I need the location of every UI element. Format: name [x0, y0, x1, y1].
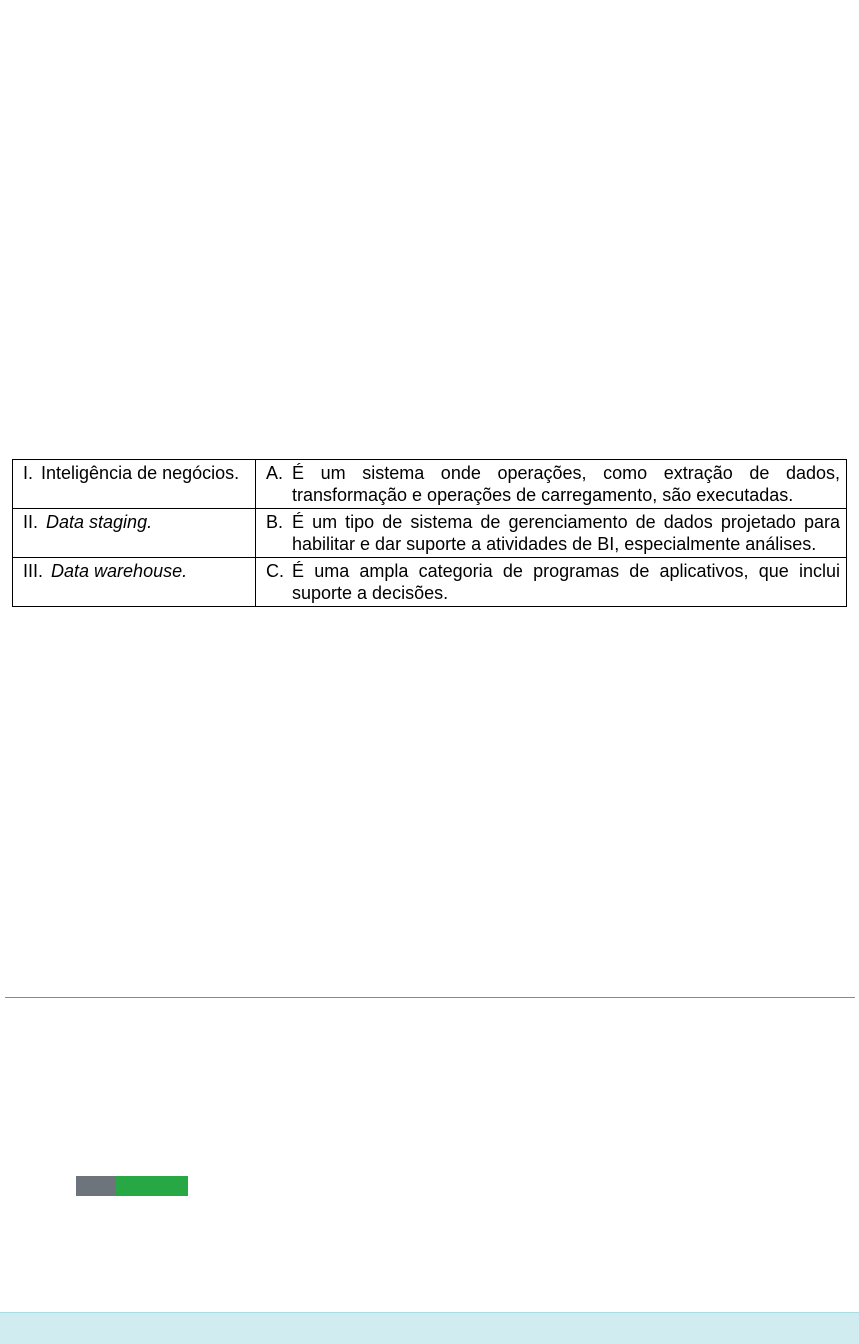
term-number: II.	[23, 512, 39, 532]
term-cell	[13, 558, 256, 607]
table-row	[13, 558, 847, 607]
section-divider	[5, 997, 855, 998]
term-number: III.	[23, 561, 44, 581]
term-text: Data staging.	[46, 512, 153, 532]
definition-letter: C.	[266, 561, 284, 581]
definition-text: É um tipo de sistema de gerenciamento de dados projetado para habilitar e dar suporte a atividades de BI, especialmente análises.	[292, 512, 840, 554]
term-number: I.	[23, 463, 34, 483]
definition-cell	[256, 509, 847, 558]
term-cell	[13, 460, 256, 509]
info-alert-strip	[0, 1312, 859, 1344]
table-row	[13, 509, 847, 558]
definition-text: É uma ampla categoria de programas de aplicativos, que inclui suporte a decisões.	[292, 561, 840, 603]
definition-cell	[256, 460, 847, 509]
definition-cell	[256, 558, 847, 607]
term-text: Inteligência de negócios.	[41, 463, 240, 483]
matching-table	[12, 459, 847, 607]
term-cell	[13, 509, 256, 558]
progress-segment-green	[116, 1176, 188, 1196]
progress-bar	[76, 1176, 188, 1196]
definition-letter: B.	[266, 512, 284, 532]
definition-text: É um sistema onde operações, como extração de dados, transformação e operações de carregamento, são executadas.	[292, 463, 840, 505]
progress-segment-gray	[76, 1176, 116, 1196]
definition-letter: A.	[266, 463, 284, 483]
term-text: Data warehouse.	[51, 561, 188, 581]
table-row	[13, 460, 847, 509]
